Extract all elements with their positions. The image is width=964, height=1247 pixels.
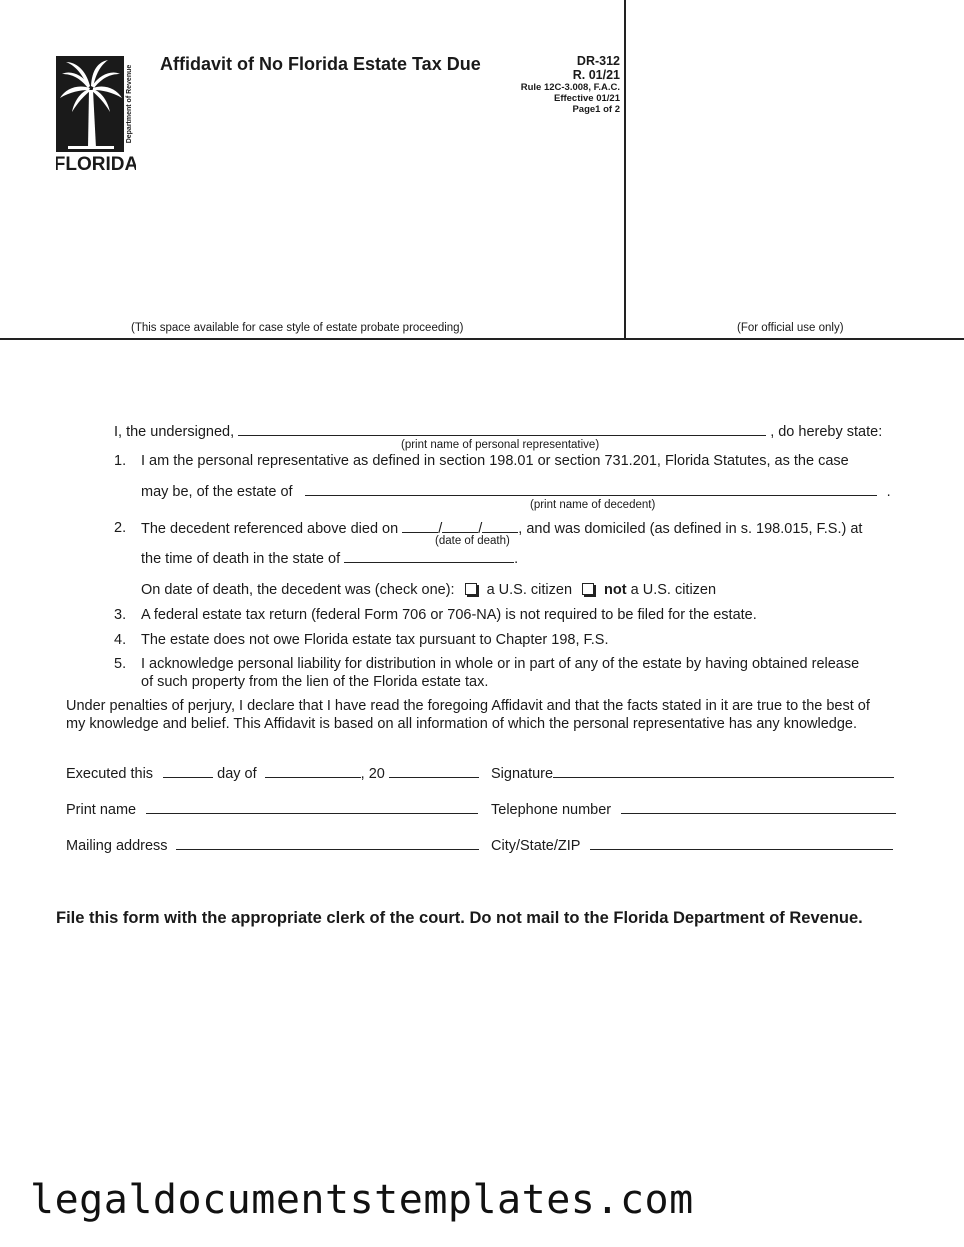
telephone-field[interactable]: [621, 800, 896, 814]
decedent-name-field[interactable]: [305, 482, 877, 496]
not-us-citizen-checkbox[interactable]: [582, 583, 594, 595]
mailing-address-field[interactable]: [176, 836, 479, 850]
pr-name-caption: (print name of personal representative): [401, 439, 600, 451]
filing-instruction: File this form with the appropriate clerk of the court. Do not mail to the Florida Department of Revenue.: [56, 909, 863, 927]
signature-field[interactable]: [553, 764, 894, 778]
executed-year-field[interactable]: [389, 764, 479, 778]
executed-month-field[interactable]: [265, 764, 361, 778]
form-page: Page1 of 2: [572, 103, 620, 115]
not-us-citizen-label: a U.S. citizen: [630, 582, 717, 598]
item1-number: 1.: [114, 453, 127, 469]
us-citizen-label: a U.S. citizen: [486, 582, 573, 598]
item3-text: A federal estate tax return (federal Form 706 or 706-NA) is not required to be filed for the estate.: [141, 607, 757, 623]
city-state-zip-field[interactable]: [590, 836, 893, 850]
telephone-line: Telephone number: [491, 800, 896, 819]
item1-line1: I am the personal representative as defined in section 198.01 or section 731.201, Florida Statutes, as the case: [141, 453, 849, 469]
header-divider-horizontal: [0, 338, 964, 340]
date-of-death-caption: (date of death): [435, 535, 510, 547]
not-label: not: [604, 582, 627, 598]
logo-text: FLORIDA: [56, 154, 136, 174]
intro-suffix: , do hereby state:: [770, 424, 883, 440]
mailing-address-line: Mailing address: [66, 836, 479, 855]
item3-number: 3.: [114, 607, 127, 623]
death-month-field[interactable]: [402, 519, 438, 533]
item1-line2: may be, of the estate of .: [141, 484, 891, 500]
item4-number: 4.: [114, 632, 127, 648]
print-name-field[interactable]: [146, 800, 478, 814]
city-state-zip-line: City/State/ZIP: [491, 836, 893, 855]
signature-line: Signature: [491, 764, 894, 783]
perjury-line1: Under penalties of perjury, I declare that I have read the foregoing Affidavit and that the facts stated in it are true to the best of: [66, 698, 870, 714]
item5-number: 5.: [114, 656, 127, 672]
print-name-line: Print name: [66, 800, 478, 819]
personal-representative-name-field[interactable]: [238, 422, 766, 436]
palm-tree-icon: [56, 56, 136, 174]
death-year-field[interactable]: [482, 519, 518, 533]
form-identifier-block: [521, 54, 620, 116]
item5-line2: of such property from the lien of the Florida estate tax.: [141, 674, 489, 690]
logo-side-text: Department of Revenue: [126, 64, 133, 144]
citizenship-line: On date of death, the decedent was (check one): a U.S. citizen not a U.S. citizen: [141, 582, 717, 598]
item5-line1: I acknowledge personal liability for distribution in whole or in part of any of the estate by having obtained release: [141, 656, 860, 672]
header-divider-vertical: [624, 0, 626, 340]
perjury-line2: my knowledge and belief. This Affidavit is based on all information of which the personal representative has any knowledge.: [66, 716, 857, 732]
form-rule: Rule 12C-3.008, F.A.C.: [520, 81, 620, 93]
item2-line1: The decedent referenced above died on / / , and was domiciled (as defined in s. 198.015, F.S.) at: [141, 521, 863, 537]
executed-line: Executed this day of , 20: [66, 764, 479, 783]
decedent-name-caption: (print name of decedent): [530, 499, 656, 511]
executed-day-field[interactable]: [163, 764, 213, 778]
form-revision: R. 01/21: [572, 68, 620, 83]
watermark: legaldocumentstemplates.com: [30, 1177, 694, 1223]
death-day-field[interactable]: [442, 519, 478, 533]
intro-prefix: I, the undersigned,: [114, 424, 235, 440]
official-use-caption: (For official use only): [737, 322, 844, 334]
item4-text: The estate does not owe Florida estate tax pursuant to Chapter 198, F.S.: [141, 632, 609, 648]
item2-line2: the time of death in the state of .: [141, 551, 519, 567]
domicile-state-field[interactable]: [344, 549, 514, 563]
form-effective: Effective 01/21: [553, 92, 620, 104]
florida-dor-logo: [56, 56, 136, 174]
us-citizen-checkbox[interactable]: [465, 583, 477, 595]
item2-number: 2.: [114, 520, 127, 536]
form-number: DR-312: [576, 54, 620, 68]
form-title: Affidavit of No Florida Estate Tax Due: [160, 54, 481, 74]
case-style-caption: (This space available for case style of estate probate proceeding): [131, 322, 464, 334]
